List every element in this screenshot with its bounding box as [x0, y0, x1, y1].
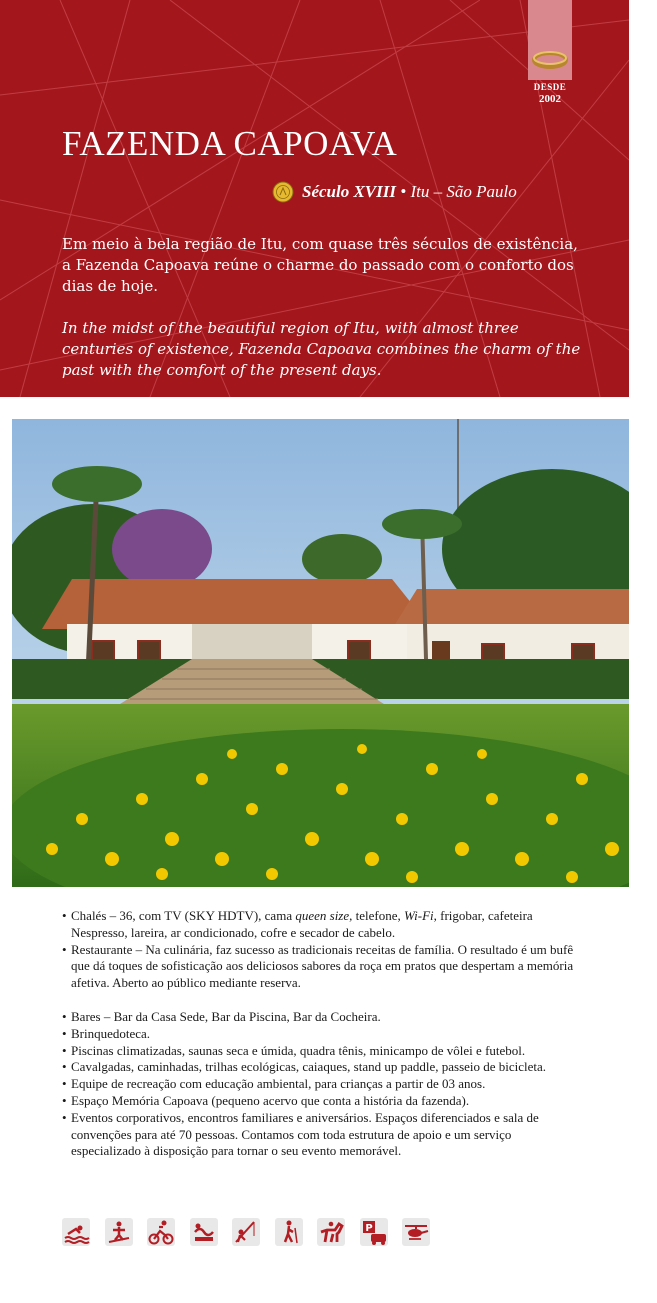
list-item: • Chalés – 36, com TV (SKY HDTV), cama queen size, telefone, Wi-Fi, frigobar, cafeteira Nespresso, lareira, ar condicionado, cofre e secador de cabelo.: [62, 908, 582, 942]
list-item: • Restaurante – Na culinária, faz sucesso as tradicionais receitas de família. O resultado é um bufê que dá toques de sofisticação aos deliciosos sabores da roça em pratos que despertam a memória afetiva. Aberto ao público mediante reserva.: [62, 942, 582, 992]
features-list: [62, 908, 582, 1160]
list-item: • Bares – Bar da Casa Sede, Bar da Piscina, Bar da Cocheira.: [62, 1009, 582, 1026]
description-english: In the midst of the beautiful region of Itu, with almost three centuries of existence, Fazenda Capoava combines the charm of the past with the comfort of the present days.: [62, 319, 581, 379]
amenity-icons: [62, 1218, 445, 1246]
list-item: • Cavalgadas, caminhadas, trilhas ecológicas, caiaques, stand up paddle, passeio de bicicleta.: [62, 1059, 582, 1076]
description-portuguese: Em meio à bela região de Itu, com quase três séculos de existência, a Fazenda Capoava reúne o charme do passado com o conforto dos dias de hoje.: [62, 235, 578, 295]
list-item: • Equipe de recreação com educação ambiental, para crianças a partir de 03 anos.: [62, 1076, 582, 1093]
hotel-subtitle: [272, 181, 517, 203]
list-item: • Eventos corporativos, encontros familiares e aniversários. Espaços diferenciados e sala de convenções para até 70 pessoas. Contamos com toda estrutura de apoio e um serviço especializado à disposição para tornar o seu evento memorável.: [62, 1110, 582, 1160]
cycling-icon: [147, 1218, 175, 1246]
farmhouse-photo: [12, 419, 629, 887]
hotel-title: FAZENDA CAPOAVA: [62, 124, 398, 163]
parking-icon: [360, 1218, 388, 1246]
since-label: [522, 82, 578, 106]
list-item: • Brinquedoteca.: [62, 1026, 582, 1043]
hiking-icon: [275, 1218, 303, 1246]
helipad-icon: [402, 1218, 430, 1246]
since-badge: [528, 0, 572, 80]
since-year: 2002: [539, 93, 561, 105]
gold-ring-icon: [532, 48, 568, 70]
spa-icon: [190, 1218, 218, 1246]
century-text: Século XVIII: [302, 182, 396, 201]
location-text: • Itu – São Paulo: [400, 182, 517, 201]
since-text: DESDE: [533, 82, 567, 92]
horse-riding-icon: [317, 1218, 345, 1246]
list-item: • Espaço Memória Capoava (pequeno acervo que conta a história da fazenda).: [62, 1093, 582, 1110]
fishing-icon: [232, 1218, 260, 1246]
hotel-header: [0, 0, 629, 397]
list-item: • Piscinas climatizadas, saunas seca e úmida, quadra tênis, minicampo de vôlei e futebol.: [62, 1043, 582, 1060]
swimming-icon: [62, 1218, 90, 1246]
seal-icon: [272, 181, 294, 203]
svg-text:P: P: [364, 1223, 373, 1234]
watersports-icon: [105, 1218, 133, 1246]
